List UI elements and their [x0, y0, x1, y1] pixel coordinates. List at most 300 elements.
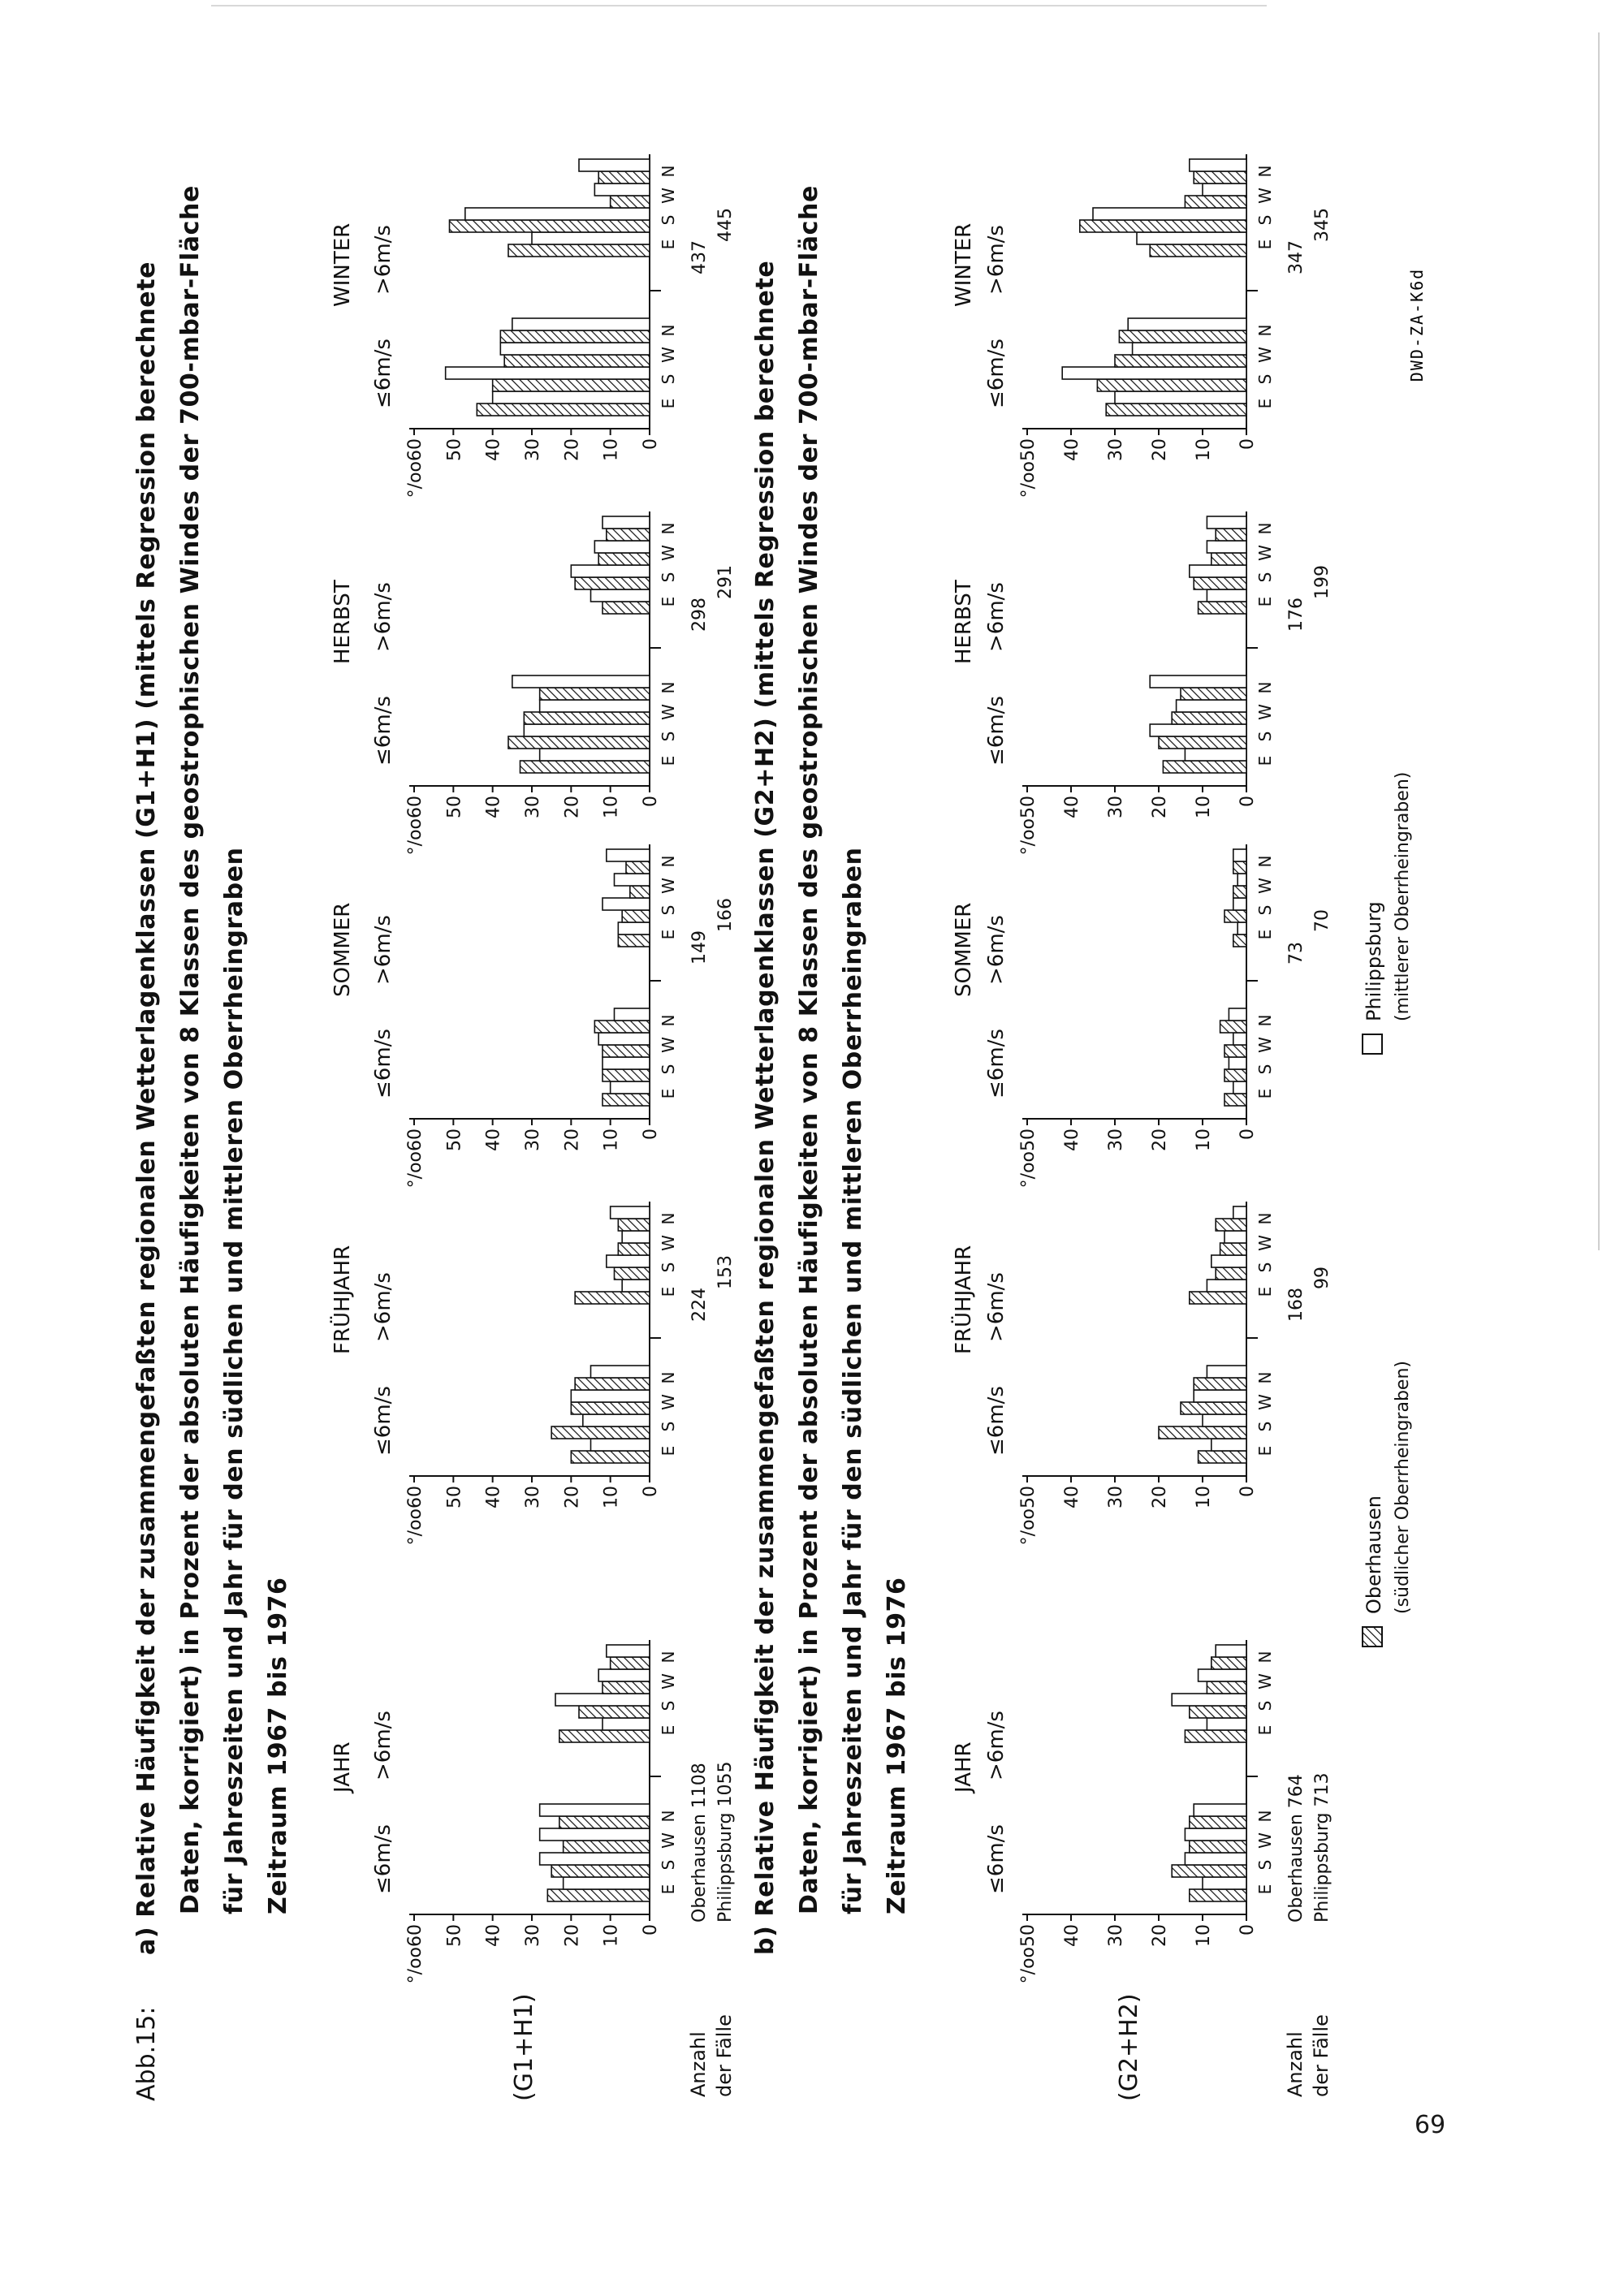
panel-frühjahr — [950, 1202, 1332, 1545]
count-philippsburg: Philippsburg 1055 — [715, 1761, 736, 1923]
bar-philippsburg — [1190, 565, 1246, 577]
direction-label: W — [659, 545, 678, 561]
bar-oberhausen — [1233, 934, 1246, 947]
bar-oberhausen — [1194, 577, 1246, 589]
y-tick-label: 10 — [601, 1129, 622, 1151]
direction-label: S — [1255, 572, 1275, 583]
bar-philippsburg — [1212, 1255, 1246, 1267]
y-tick-label: 10 — [601, 796, 622, 818]
y-tick-label: 30 — [523, 796, 543, 818]
y-tick-label: 40 — [483, 1924, 504, 1947]
caption-b-line: Daten, korrigiert) in Prozent der absoluten Häufigkeiten von 8 Klassen des geostrophischen Windes der 700-mbar-Fläche — [795, 185, 823, 1914]
bar-philippsburg — [615, 874, 650, 886]
speed-label-low: ≤6m/s — [984, 339, 1009, 408]
bar-philippsburg — [622, 1231, 650, 1243]
panel-herbst — [952, 511, 1332, 855]
y-tick-label: 40 — [1062, 1129, 1082, 1151]
bar-oberhausen — [1220, 1021, 1246, 1033]
count-philippsburg: Philippsburg 713 — [1312, 1772, 1332, 1923]
direction-label: W — [1255, 545, 1275, 561]
direction-label: W — [1255, 1037, 1275, 1053]
bar-philippsburg — [1150, 675, 1246, 688]
anzahl-label: der Fälle — [1310, 2014, 1332, 2097]
chart-group-2 — [950, 154, 1332, 2101]
direction-label: S — [1255, 1421, 1275, 1432]
legend-item-philippsburg — [1363, 772, 1413, 1054]
y-tick-label: 50 — [444, 1129, 465, 1151]
bar-oberhausen — [1172, 1865, 1246, 1877]
bar-oberhausen — [603, 1094, 650, 1106]
bar-oberhausen — [622, 910, 650, 922]
bar-oberhausen — [615, 1267, 650, 1280]
direction-label: W — [1255, 1673, 1275, 1690]
bar-oberhausen — [1163, 761, 1246, 773]
y-tick-label: 0 — [1237, 796, 1258, 807]
y-tick-label: 0 — [641, 1924, 661, 1936]
y-tick-label: 40 — [1062, 1486, 1082, 1508]
direction-label: S — [659, 731, 678, 742]
bar-oberhausen — [611, 196, 650, 208]
bar-philippsburg — [603, 1057, 650, 1069]
bar-oberhausen — [611, 1657, 650, 1669]
bar-philippsburg — [512, 675, 650, 688]
bar-philippsburg — [1203, 1414, 1246, 1426]
y-unit-label: °/oo60 — [405, 1924, 425, 1984]
bar-philippsburg — [579, 159, 650, 171]
bar-philippsburg — [618, 922, 650, 934]
bar-philippsburg — [500, 343, 650, 355]
y-tick-label: 10 — [601, 1924, 622, 1947]
panel-title: WINTER — [952, 222, 976, 307]
legend-sub: (mittlerer Oberrheingraben) — [1393, 771, 1413, 1021]
direction-label: N — [1255, 1651, 1275, 1664]
bar-philippsburg — [583, 1414, 650, 1426]
bar-oberhausen — [607, 529, 650, 541]
direction-label: E — [1255, 755, 1275, 766]
bar-philippsburg — [1115, 391, 1246, 404]
y-tick-label: 10 — [1194, 1129, 1214, 1151]
bar-oberhausen — [1207, 1681, 1246, 1694]
bar-philippsburg — [1237, 922, 1246, 934]
direction-label: S — [659, 1700, 678, 1711]
bar-oberhausen — [575, 1292, 650, 1304]
direction-label: E — [659, 1884, 678, 1895]
legend — [1363, 772, 1413, 1646]
panel-winter — [952, 154, 1332, 498]
count-philippsburg: 166 — [715, 898, 736, 932]
count-oberhausen: 224 — [689, 1288, 710, 1322]
y-tick-label: 40 — [483, 1129, 504, 1151]
y-tick-label: 20 — [562, 1486, 583, 1508]
direction-label: S — [1255, 904, 1275, 916]
speed-label-high: >6m/s — [371, 225, 395, 295]
bar-oberhausen — [630, 886, 650, 898]
bar-oberhausen — [524, 712, 650, 724]
bar-oberhausen — [1159, 1426, 1246, 1439]
panel-title: HERBST — [330, 580, 355, 664]
bar-oberhausen — [1212, 553, 1246, 565]
bar-philippsburg — [591, 589, 650, 602]
direction-label: E — [659, 755, 678, 766]
y-tick-label: 20 — [1150, 796, 1170, 818]
direction-label: N — [659, 1651, 678, 1664]
bar-oberhausen — [1159, 736, 1246, 749]
count-philippsburg: 199 — [1312, 565, 1332, 599]
bar-philippsburg — [1194, 1804, 1246, 1816]
bar-oberhausen — [603, 1069, 650, 1081]
direction-label: S — [659, 572, 678, 583]
bar-philippsburg — [607, 1255, 650, 1267]
captions — [132, 185, 911, 2101]
group-label: (G2+H2) — [1115, 1993, 1143, 2101]
bar-philippsburg — [571, 1390, 650, 1402]
bar-oberhausen — [1224, 1069, 1246, 1081]
bar-philippsburg — [1203, 183, 1246, 196]
panel-sommer — [952, 844, 1332, 1188]
bar-philippsburg — [1177, 700, 1246, 712]
bar-philippsburg — [598, 1669, 650, 1681]
bar-oberhausen — [477, 404, 650, 416]
bar-oberhausen — [1181, 688, 1246, 700]
count-philippsburg: 70 — [1312, 909, 1332, 932]
open-swatch-icon — [1363, 1034, 1382, 1054]
bar-philippsburg — [607, 849, 650, 861]
bar-philippsburg — [1237, 874, 1246, 886]
direction-label: E — [1255, 1286, 1275, 1297]
legend-sub: (südlicher Oberrheingraben) — [1393, 1361, 1413, 1614]
y-tick-label: 0 — [641, 1486, 661, 1497]
bar-philippsburg — [1233, 1033, 1246, 1045]
direction-label: W — [1255, 1832, 1275, 1849]
bar-oberhausen — [618, 1219, 650, 1231]
bar-oberhausen — [1233, 886, 1246, 898]
speed-label-high: >6m/s — [984, 582, 1009, 652]
bar-philippsburg — [564, 1877, 650, 1889]
bar-oberhausen — [1216, 1219, 1246, 1231]
direction-label: E — [1255, 1724, 1275, 1736]
direction-label: N — [1255, 1014, 1275, 1027]
page-number: 69 — [1415, 2111, 1446, 2139]
bar-philippsburg — [1203, 1877, 1246, 1889]
direction-label: W — [1255, 347, 1275, 363]
panel-title: SOMMER — [952, 902, 976, 997]
count-philippsburg: 99 — [1312, 1267, 1332, 1289]
bar-philippsburg — [1207, 516, 1246, 529]
anzahl-label: der Fälle — [713, 2014, 736, 2097]
y-tick-label: 50 — [444, 1486, 465, 1508]
panel-title: HERBST — [952, 580, 976, 664]
bar-oberhausen — [618, 1243, 650, 1255]
panel-frühjahr — [329, 1202, 736, 1545]
y-tick-label: 30 — [1106, 1486, 1126, 1508]
y-tick-label: 0 — [641, 796, 661, 807]
bar-oberhausen — [450, 220, 650, 232]
direction-label: S — [659, 1859, 678, 1871]
y-unit-label: °/oo60 — [405, 1129, 425, 1189]
y-unit-label: °/oo50 — [1018, 1924, 1039, 1984]
y-tick-label: 20 — [562, 1924, 583, 1947]
bar-philippsburg — [603, 898, 650, 910]
direction-label: W — [659, 1673, 678, 1690]
direction-label: N — [1255, 681, 1275, 694]
count-philippsburg: 345 — [1312, 208, 1332, 242]
speed-label-low: ≤6m/s — [984, 1824, 1009, 1894]
panel-title: SOMMER — [330, 902, 355, 997]
direction-label: N — [1255, 855, 1275, 868]
bar-philippsburg — [603, 1718, 650, 1730]
bar-oberhausen — [1190, 1706, 1246, 1718]
direction-label: N — [659, 165, 678, 178]
bar-oberhausen — [559, 1730, 650, 1742]
speed-label-high: >6m/s — [984, 1272, 1009, 1342]
direction-label: E — [659, 1724, 678, 1736]
direction-label: W — [659, 878, 678, 894]
direction-label: W — [659, 1235, 678, 1251]
caption-b-line: Zeitraum 1967 bis 1976 — [883, 1577, 911, 1914]
bar-oberhausen — [559, 1816, 650, 1828]
y-unit-label: °/oo50 — [1018, 438, 1039, 498]
direction-label: W — [659, 1037, 678, 1053]
bar-philippsburg — [594, 183, 650, 196]
bar-philippsburg — [598, 1033, 650, 1045]
direction-label: S — [1255, 1700, 1275, 1711]
bar-oberhausen — [520, 761, 650, 773]
bar-philippsburg — [1207, 589, 1246, 602]
bar-philippsburg — [1185, 1828, 1246, 1841]
y-tick-label: 0 — [641, 1129, 661, 1140]
y-tick-label: 50 — [444, 1924, 465, 1947]
bar-philippsburg — [465, 208, 650, 220]
direction-label: E — [659, 1088, 678, 1099]
bar-oberhausen — [1220, 1243, 1246, 1255]
bar-philippsburg — [1229, 1057, 1246, 1069]
direction-label: E — [659, 239, 678, 250]
direction-label: E — [1255, 239, 1275, 250]
chart-group-1 — [329, 154, 736, 2101]
y-tick-label: 0 — [1237, 1129, 1258, 1140]
bar-philippsburg — [493, 391, 650, 404]
panel-title: FRÜHJAHR — [330, 1245, 355, 1354]
count-oberhausen: 347 — [1286, 240, 1307, 274]
bar-philippsburg — [1185, 1853, 1246, 1865]
bar-oberhausen — [1115, 355, 1246, 367]
bar-philippsburg — [1233, 1206, 1246, 1219]
speed-label-low: ≤6m/s — [371, 1824, 395, 1894]
y-unit-label: °/oo50 — [1018, 796, 1039, 856]
bar-oberhausen — [1190, 1292, 1246, 1304]
bar-oberhausen — [1190, 1889, 1246, 1901]
direction-label: N — [1255, 1212, 1275, 1225]
panel-title: WINTER — [330, 222, 355, 307]
bar-oberhausen — [575, 577, 650, 589]
y-tick-label: 40 — [1062, 438, 1082, 461]
y-tick-label: 10 — [601, 1486, 622, 1508]
bar-philippsburg — [1207, 1366, 1246, 1378]
bar-philippsburg — [1190, 159, 1246, 171]
y-tick-label: 50 — [444, 796, 465, 818]
bar-philippsburg — [1233, 849, 1246, 861]
bar-oberhausen — [598, 553, 650, 565]
direction-label: S — [659, 373, 678, 385]
bar-oberhausen — [571, 1451, 650, 1463]
bar-philippsburg — [1172, 1694, 1246, 1706]
direction-label: N — [659, 681, 678, 694]
bar-philippsburg — [555, 1694, 650, 1706]
count-philippsburg: 445 — [715, 208, 736, 242]
caption-a-line: a) Relative Häufigkeit der zusammengefaßten regionalen Wetterlagenklassen (G1+H1) (mittels Regression berechnete — [132, 261, 161, 1955]
bar-oberhausen — [1224, 1094, 1246, 1106]
y-tick-label: 20 — [1150, 1129, 1170, 1151]
direction-label: N — [659, 855, 678, 868]
anzahl-label: Anzahl — [1284, 2031, 1307, 2097]
count-oberhausen: 437 — [689, 240, 710, 274]
direction-label: N — [659, 1014, 678, 1027]
speed-label-low: ≤6m/s — [371, 1386, 395, 1456]
y-tick-label: 40 — [483, 796, 504, 818]
bar-philippsburg — [1133, 343, 1246, 355]
direction-label: N — [659, 522, 678, 535]
bar-philippsburg — [1093, 208, 1246, 220]
bar-philippsburg — [611, 1206, 650, 1219]
direction-label: S — [659, 1262, 678, 1273]
bar-oberhausen — [1097, 379, 1246, 391]
y-tick-label: 10 — [601, 438, 622, 461]
y-unit-label: °/oo60 — [405, 438, 425, 498]
bar-philippsburg — [1207, 1280, 1246, 1292]
y-tick-label: 0 — [1237, 438, 1258, 450]
bar-oberhausen — [1216, 1267, 1246, 1280]
bar-philippsburg — [1207, 1718, 1246, 1730]
y-tick-label: 30 — [1106, 796, 1126, 818]
panel-title: JAHR — [952, 1741, 976, 1793]
bar-oberhausen — [1199, 602, 1246, 614]
bar-philippsburg — [1233, 1081, 1246, 1094]
direction-label: S — [1255, 214, 1275, 226]
bar-oberhausen — [564, 1841, 650, 1853]
bar-philippsburg — [532, 232, 650, 244]
bar-philippsburg — [611, 1081, 650, 1094]
caption-b-line: für Jahreszeiten und Jahr für den südlichen und mittleren Oberrheingraben — [839, 847, 867, 1914]
y-unit-label: °/oo50 — [1018, 1129, 1039, 1189]
legend-item-oberhausen — [1363, 1361, 1413, 1646]
bar-oberhausen — [1185, 1730, 1246, 1742]
count-oberhausen: Oberhausen 1108 — [689, 1763, 710, 1923]
footer-code: DWD-ZA-K6d — [1407, 267, 1427, 382]
direction-label: W — [1255, 1235, 1275, 1251]
bar-oberhausen — [598, 171, 650, 183]
y-tick-label: 20 — [562, 438, 583, 461]
count-oberhausen: 149 — [689, 930, 710, 965]
y-tick-label: 30 — [1106, 1129, 1126, 1151]
bar-oberhausen — [603, 1045, 650, 1057]
bar-oberhausen — [603, 1681, 650, 1694]
direction-label: S — [1255, 1859, 1275, 1871]
direction-label: N — [1255, 165, 1275, 178]
panel-title: FRÜHJAHR — [952, 1245, 976, 1354]
direction-label: N — [659, 1810, 678, 1823]
count-philippsburg: 153 — [715, 1255, 736, 1289]
bar-philippsburg — [540, 1853, 650, 1865]
count-oberhausen: Oberhausen 764 — [1286, 1774, 1307, 1923]
bar-oberhausen — [579, 1706, 650, 1718]
speed-label-low: ≤6m/s — [371, 696, 395, 766]
direction-label: W — [659, 1832, 678, 1849]
bar-philippsburg — [1199, 1669, 1246, 1681]
direction-label: E — [659, 596, 678, 607]
y-unit-label: °/oo50 — [1018, 1486, 1039, 1546]
speed-label-high: >6m/s — [984, 1711, 1009, 1780]
y-tick-label: 30 — [523, 1924, 543, 1947]
direction-label: S — [1255, 1262, 1275, 1273]
bar-oberhausen — [493, 379, 650, 391]
bar-philippsburg — [540, 1804, 650, 1816]
direction-label: E — [659, 1445, 678, 1457]
bar-oberhausen — [1224, 1045, 1246, 1057]
bar-oberhausen — [1190, 1816, 1246, 1828]
bar-philippsburg — [1212, 1439, 1246, 1451]
y-tick-label: 0 — [1237, 1486, 1258, 1497]
bar-oberhausen — [1216, 529, 1246, 541]
bar-philippsburg — [540, 749, 650, 761]
y-tick-label: 10 — [1194, 1924, 1214, 1947]
direction-label: W — [1255, 1394, 1275, 1410]
speed-label-low: ≤6m/s — [984, 1386, 1009, 1456]
bar-oberhausen — [1106, 404, 1246, 416]
direction-label: S — [1255, 731, 1275, 742]
bar-oberhausen — [603, 602, 650, 614]
direction-label: N — [659, 324, 678, 337]
speed-label-low: ≤6m/s — [371, 1029, 395, 1098]
y-tick-label: 20 — [1150, 1924, 1170, 1947]
charts — [329, 154, 1332, 2101]
direction-label: W — [659, 704, 678, 720]
panel-jahr — [952, 1640, 1332, 1983]
count-philippsburg: 291 — [715, 565, 736, 599]
direction-label: W — [1255, 188, 1275, 204]
bar-philippsburg — [1229, 1008, 1246, 1021]
bar-philippsburg — [446, 367, 650, 379]
bar-philippsburg — [571, 565, 650, 577]
y-tick-label: 30 — [523, 438, 543, 461]
direction-label: W — [1255, 878, 1275, 894]
bar-philippsburg — [591, 1439, 650, 1451]
direction-label: S — [659, 904, 678, 916]
bar-philippsburg — [1207, 541, 1246, 553]
bar-oberhausen — [1212, 1657, 1246, 1669]
bar-oberhausen — [551, 1426, 650, 1439]
direction-label: W — [659, 347, 678, 363]
y-unit-label: °/oo60 — [405, 1486, 425, 1546]
count-oberhausen: 73 — [1286, 942, 1307, 965]
bar-philippsburg — [540, 700, 650, 712]
speed-label-high: >6m/s — [984, 225, 1009, 295]
bar-philippsburg — [524, 724, 650, 736]
bar-oberhausen — [504, 355, 650, 367]
panel-winter — [330, 154, 736, 498]
bar-oberhausen — [1119, 330, 1246, 343]
y-tick-label: 20 — [562, 796, 583, 818]
panel-sommer — [330, 844, 736, 1188]
y-tick-label: 50 — [444, 438, 465, 461]
direction-label: N — [1255, 1810, 1275, 1823]
y-tick-label: 30 — [523, 1129, 543, 1151]
direction-label: E — [1255, 398, 1275, 409]
bar-oberhausen — [1172, 712, 1246, 724]
bar-philippsburg — [1194, 1390, 1246, 1402]
speed-label-low: ≤6m/s — [371, 339, 395, 408]
speed-label-high: >6m/s — [371, 582, 395, 652]
speed-label-high: >6m/s — [984, 915, 1009, 985]
